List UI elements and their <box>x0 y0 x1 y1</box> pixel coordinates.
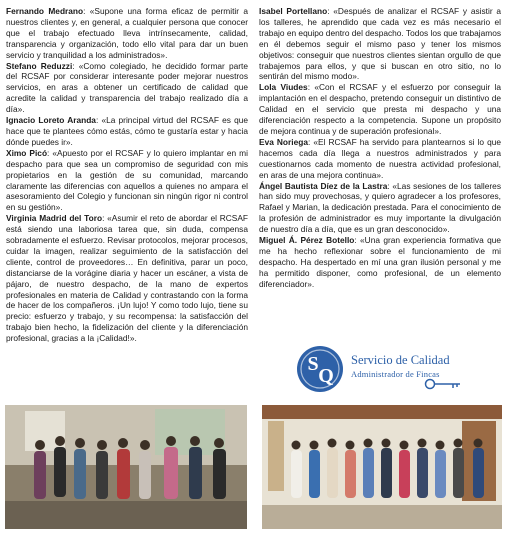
logo-title: Servicio de Calidad <box>351 353 450 367</box>
testimonial-author: Virginia Madrid del Toro <box>6 213 103 224</box>
testimonial <box>6 6 248 61</box>
testimonial-author: Miguel Á. Pérez Botello <box>259 235 355 246</box>
testimonial-quote: : «Con el RCSAF y el esfuerzo por conseguir la implantación en el despacho, pretendo conseguir un distintivo de Calidad en el servicio que presta mi despacho y una diferenciación respecto a la competencia. Supone un propósito de mejora continua y de superación profesional». <box>259 82 501 136</box>
group-photo-right <box>262 405 502 529</box>
testimonial <box>259 137 501 181</box>
testimonial-author: Isabel Portellano <box>259 6 328 16</box>
left-column <box>6 6 248 344</box>
group-photo-left <box>5 405 247 529</box>
testimonial-author: Ignacio Loreto Aranda <box>6 115 96 126</box>
testimonial-author: Lola Viudes <box>259 82 308 93</box>
testimonial-author: Ángel Bautista Díez de la Lastra <box>259 180 388 191</box>
testimonial-author: Eva Noriega <box>259 136 308 147</box>
testimonial-quote: : «Asumir el reto de abordar el RCSAF está siendo una laboriosa tarea que, sin duda, compensa sobradamente el esfuerzo. Revisar protocolos, mejorar procesos, cuidar la imagen, realizar seguimiento de la satisfacción del cliente, control de proveedores… En definitiva, parar un poco, distanciarse de la vorágine diaria y hacer un escáner, a vista de pájaro, de nuestro despacho, de la mano de expertos profesionales en materia de Calidad y contrastando con la forma de hacer de los compañeros. ¡Un lujo! Y como todo lujo, tiene su precio: esfuerzo y trabajo, y su recompensa: la satisfacción del trabajo bien hecho, la fidelización del cliente y la diferenciación profesional, gracias a la ¡Calidad!». <box>6 213 248 344</box>
right-column <box>259 6 501 290</box>
testimonial-quote: : «Como colegiado, he decidido formar parte del RCSAF por considerar interesante poder mejorar nuestros servicios, en aras a obtener un certificado de calidad que acredite la calidad y transparencia del trabajo realizado día a día». <box>6 60 248 115</box>
logo-subtitle: Administrador de Fincas <box>351 369 440 379</box>
testimonial <box>259 181 501 236</box>
quality-service-logo <box>296 345 466 393</box>
testimonial-author: Fernando Medrano <box>6 6 84 16</box>
testimonial-quote: : «Supone una forma eficaz de permitir a nuestros clientes y, en general, a cualquier persona que conocer que el trabajo efectuado lleva intrínsecamente, calidad, transparencia y organización, todo ello vital para dar un buen servicio y tranquilidad a los administrados». <box>6 6 248 60</box>
testimonial <box>6 115 248 148</box>
testimonial <box>259 82 501 137</box>
testimonial-quote: : «Apuesto por el RCSAF y lo quiero implantar en mi despacho para que sea un compromiso de seguridad con mis propietarios en la gestión de su comunidad, marcando claramente las diferencias con aquellos a quienes no ampara el asesoramiento del Colegio y funcionan sin ningún rigor ni control en su gestión». <box>6 147 248 213</box>
sq-badge-icon <box>296 345 344 393</box>
testimonial-quote: : «La principal virtud del RCSAF es que hace que te plantees cómo estás, cómo te gustaría estar y hacia dónde puedes ir». <box>6 115 248 147</box>
key-icon <box>424 378 462 390</box>
testimonial-quote: : «Una gran experiencia formativa que me ha hecho reflexionar sobre el funcionamiento de mi despacho. Ha despertado en mí una gran ilusión personal y me ha permitido disponer, como profesional, de un elemento diferenciador». <box>259 235 501 289</box>
svg-text:S: S <box>307 353 319 375</box>
testimonial <box>6 61 248 116</box>
testimonial <box>6 213 248 344</box>
testimonial <box>6 148 248 213</box>
testimonial <box>259 235 501 290</box>
testimonial <box>259 6 501 82</box>
testimonial-author: Ximo Picó <box>6 147 48 158</box>
testimonial-quote: : «El RCSAF ha servido para plantearnos si lo que hacemos cada día llega a nuestros administrados y para cuestionarnos cada momento de nuestra actividad profesional, en aras de una mejora continua». <box>259 136 501 180</box>
testimonial-quote: : «Las sesiones de los talleres han sido muy provechosas, y quiero agradecer a los profesores, Rafael y Marian, la dedicación prestada. Para el conocimiento de la profesión de administrador es muy importante la divulgación de nuestro día a día, que es un gran desconocido». <box>259 180 501 235</box>
testimonial-author: Stefano Reduzzi <box>6 60 73 71</box>
svg-text:Q: Q <box>318 365 334 387</box>
testimonial-quote: : «Después de analizar el RCSAF y asistir a los talleres, he aprendido que cada vez es más necesario el trabajo en equipo dentro del despacho. Todos los que trabajamos en él debemos seguir el mismo paso y tener los mismos objetivos: conseguir que nuestros clientes sientan orgullo de que trabajemos para ellos, y que si buscan en otro sitio, no lo sentirán del mismo modo». <box>259 6 501 82</box>
